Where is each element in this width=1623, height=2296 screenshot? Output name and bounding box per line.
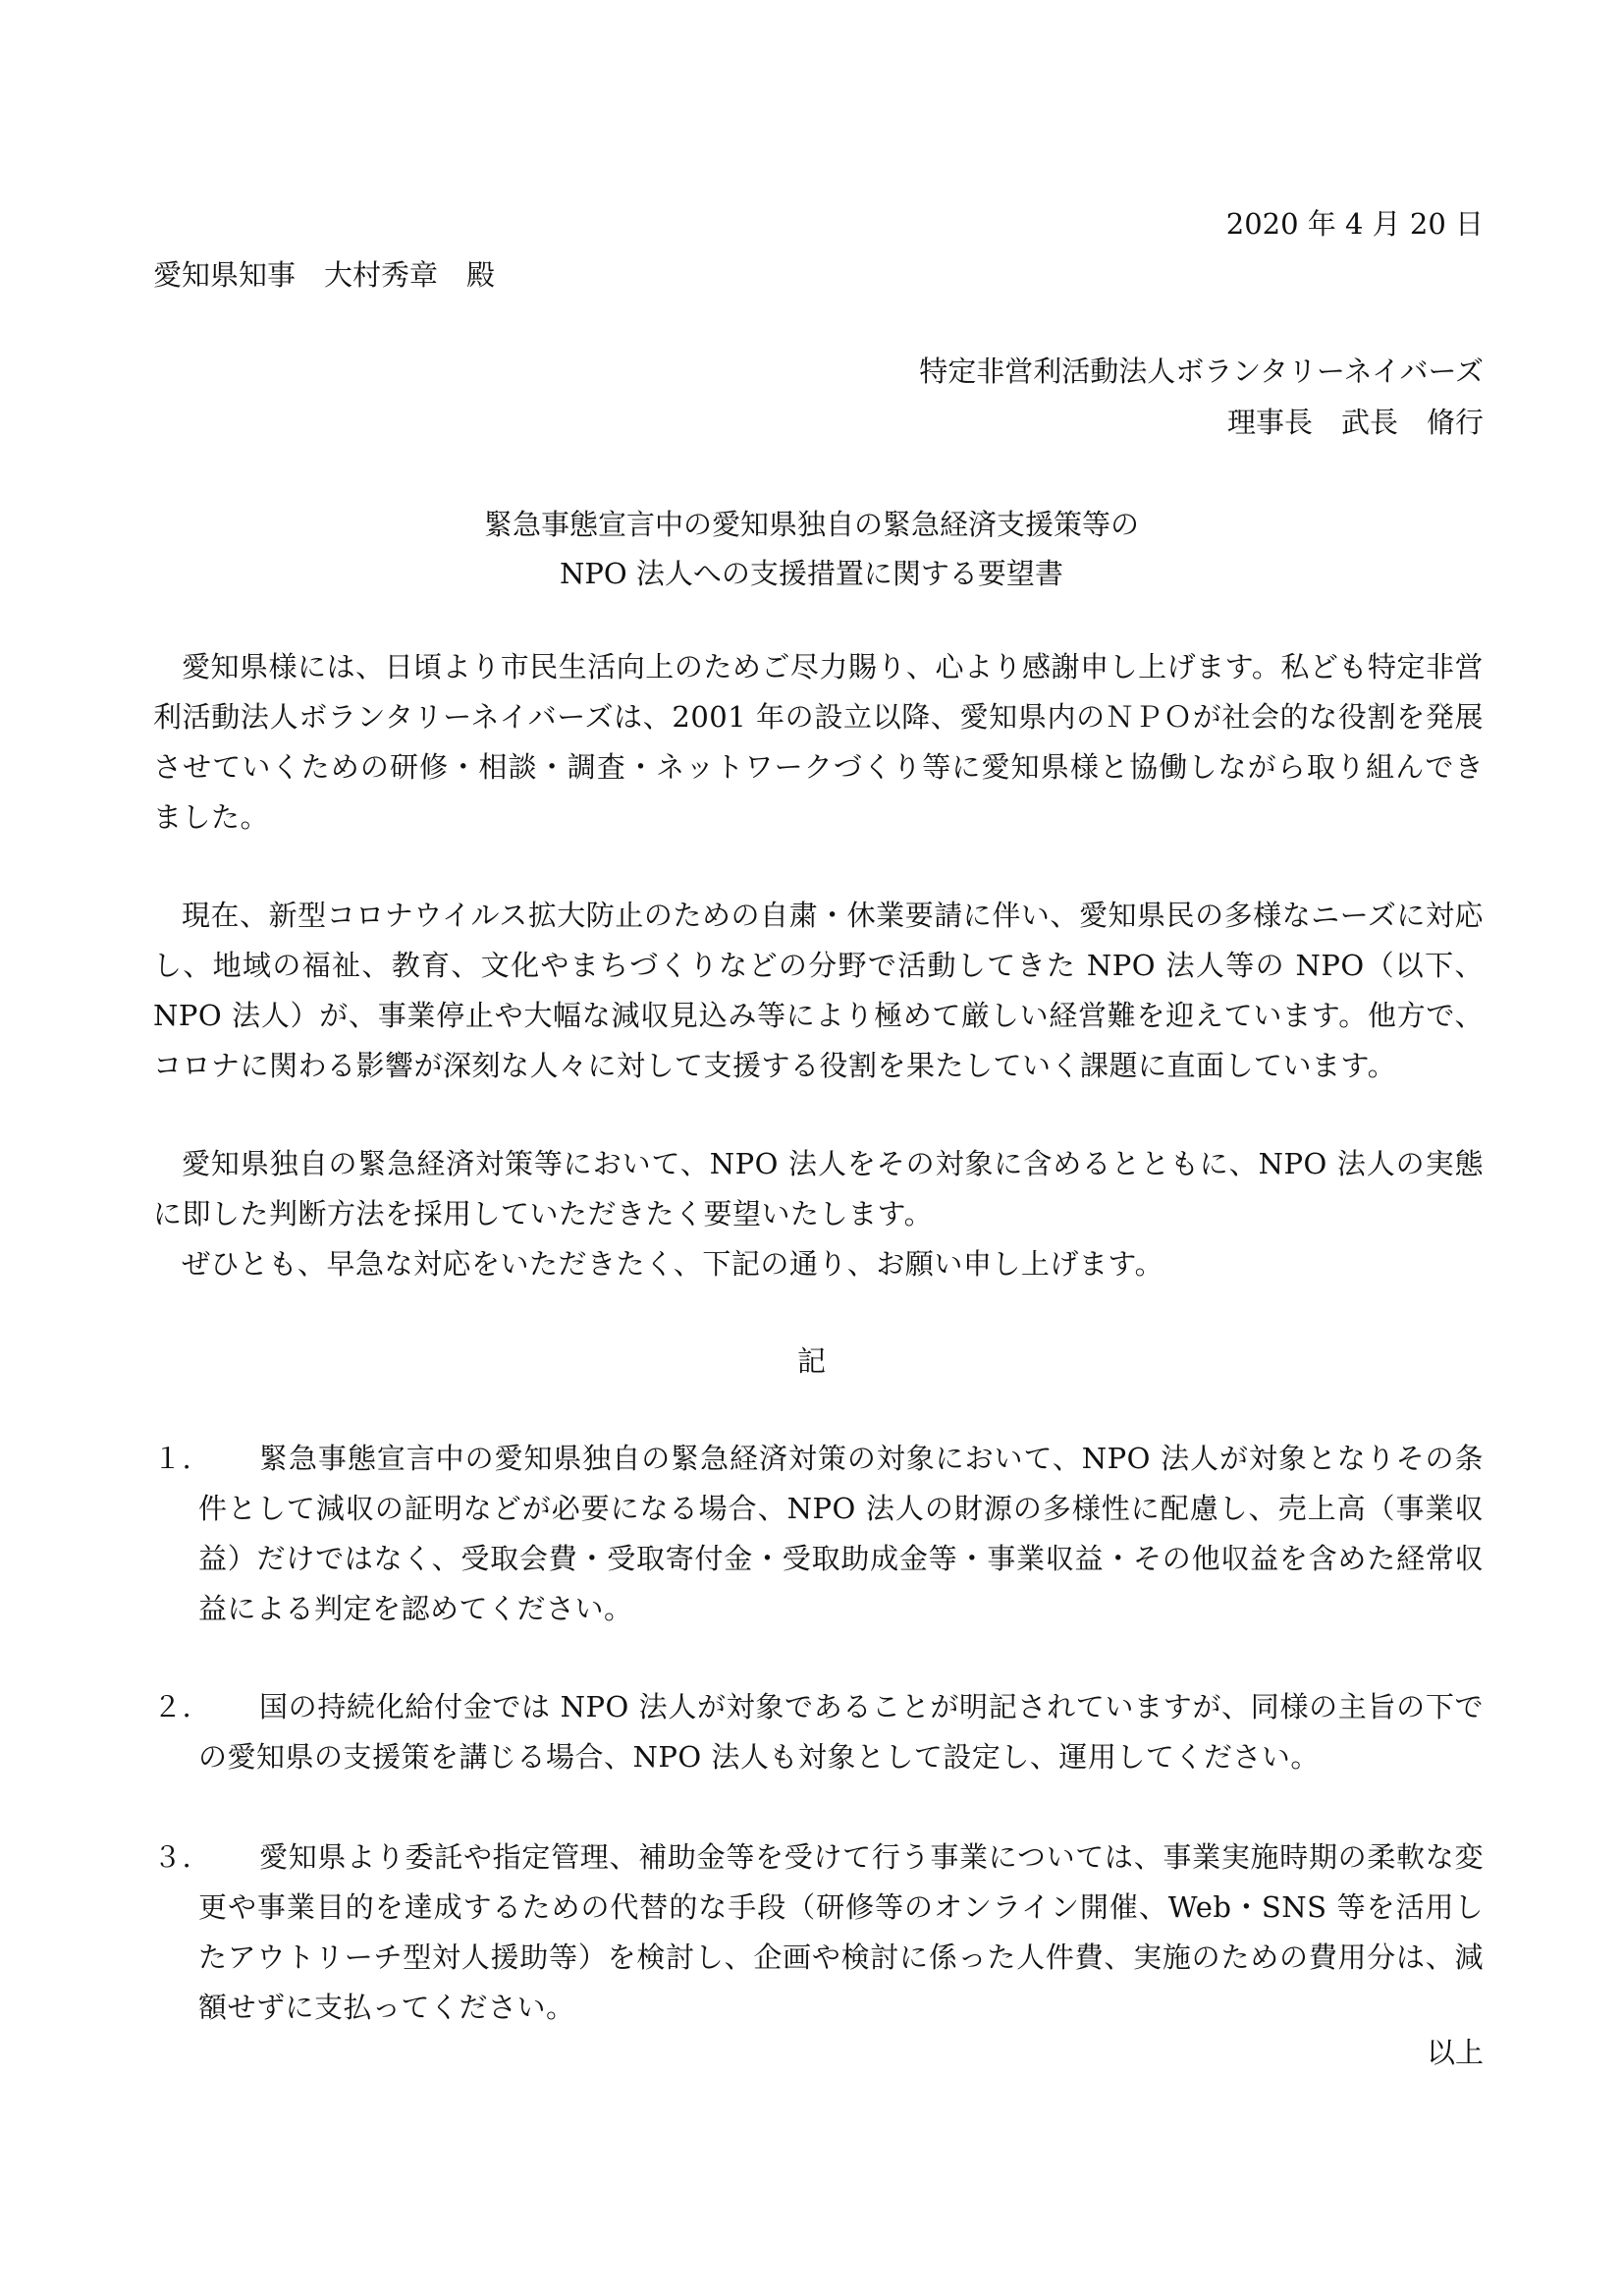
item-text: 緊急事態宣言中の愛知県独自の緊急経済対策の対象において、NPO 法人が対象となりその条件として減収の証明などが必要になる場合、NPO 法人の財源の多様性に配慮し、売上高（事業収益）だけではなく、受取会費・受取寄付金・受取助成金等・事業収益・その他収益を含めた経常収益による判定を認めてください。 — [198, 1442, 1484, 1625]
item-number: １. — [153, 1442, 192, 1475]
closing-ijou: 以上 — [1426, 2036, 1484, 2069]
document-date: 2020 年 4 月 20 日 — [1225, 207, 1484, 241]
recipient: 愛知県知事 大村秀章 殿 — [153, 258, 496, 292]
ki-heading: 記 — [796, 1344, 826, 1378]
sender-name: 理事長 武長 脩行 — [1226, 406, 1484, 439]
title-line-2: NPO 法人への支援措置に関する要望書 — [560, 557, 1063, 590]
paragraph-gratitude: 愛知県様には、日頃より市民生活向上のためご尽力賜り、心より感謝申し上げます。私ども特定非営利活動法人ボランタリーネイバーズは、2001 年の設立以降、愛知県内のＮＰＯが社会的な役割を発展させていくための研修・相談・調査・ネットワークづくり等に愛知県様と協働しながら取り組んできました。 — [153, 650, 1484, 834]
request-item-3 — [153, 1832, 1484, 2033]
item-text: 愛知県より委託や指定管理、補助金等を受けて行う事業については、事業実施時期の柔軟な変更や事業目的を達成するための代替的な手段（研修等のオンライン開催、Web・SNS 等を活用したアウトリーチ型対人援助等）を検討し、企画や検討に係った人件費、実施のための費用分は、減額せずに支払ってください。 — [198, 1840, 1484, 2024]
item-number: ３. — [153, 1840, 192, 1874]
item-text: 国の持続化給付金では NPO 法人が対象であることが明記されていますが、同様の主旨の下での愛知県の支援策を講じる場合、NPO 法人も対象として設定し、運用してください。 — [198, 1690, 1484, 1774]
item-number: ２. — [153, 1690, 192, 1723]
paragraph-situation: 現在、新型コロナウイルス拡大防止のための自粛・休業要請に伴い、愛知県民の多様なニーズに対応し、地域の福祉、教育、文化やまちづくりなどの分野で活動してきた NPO 法人等の NPO（以下、NPO 法人）が、事業停止や大幅な減収見込み等により極めて厳しい経営難を迎えています。他方で、コロナに関わる影響が深刻な人々に対して支援する役割を果たしていく課題に直面しています。 — [153, 899, 1484, 1082]
sender-organization: 特定非営利活動法人ボランタリーネイバーズ — [919, 355, 1484, 388]
paragraph-request: 愛知県独自の緊急経済対策等において、NPO 法人をその対象に含めるとともに、NPO 法人の実態に即した判断方法を採用していただきたく要望いたします。 — [153, 1147, 1484, 1230]
request-item-2 — [153, 1682, 1484, 1782]
title-line-1: 緊急事態宣言中の愛知県独自の緊急経済支援策等の — [483, 508, 1139, 541]
paragraph-appeal: ぜひとも、早急な対応をいただきたく、下記の通り、お願い申し上げます。 — [182, 1247, 1164, 1281]
request-item-1 — [153, 1434, 1484, 1634]
